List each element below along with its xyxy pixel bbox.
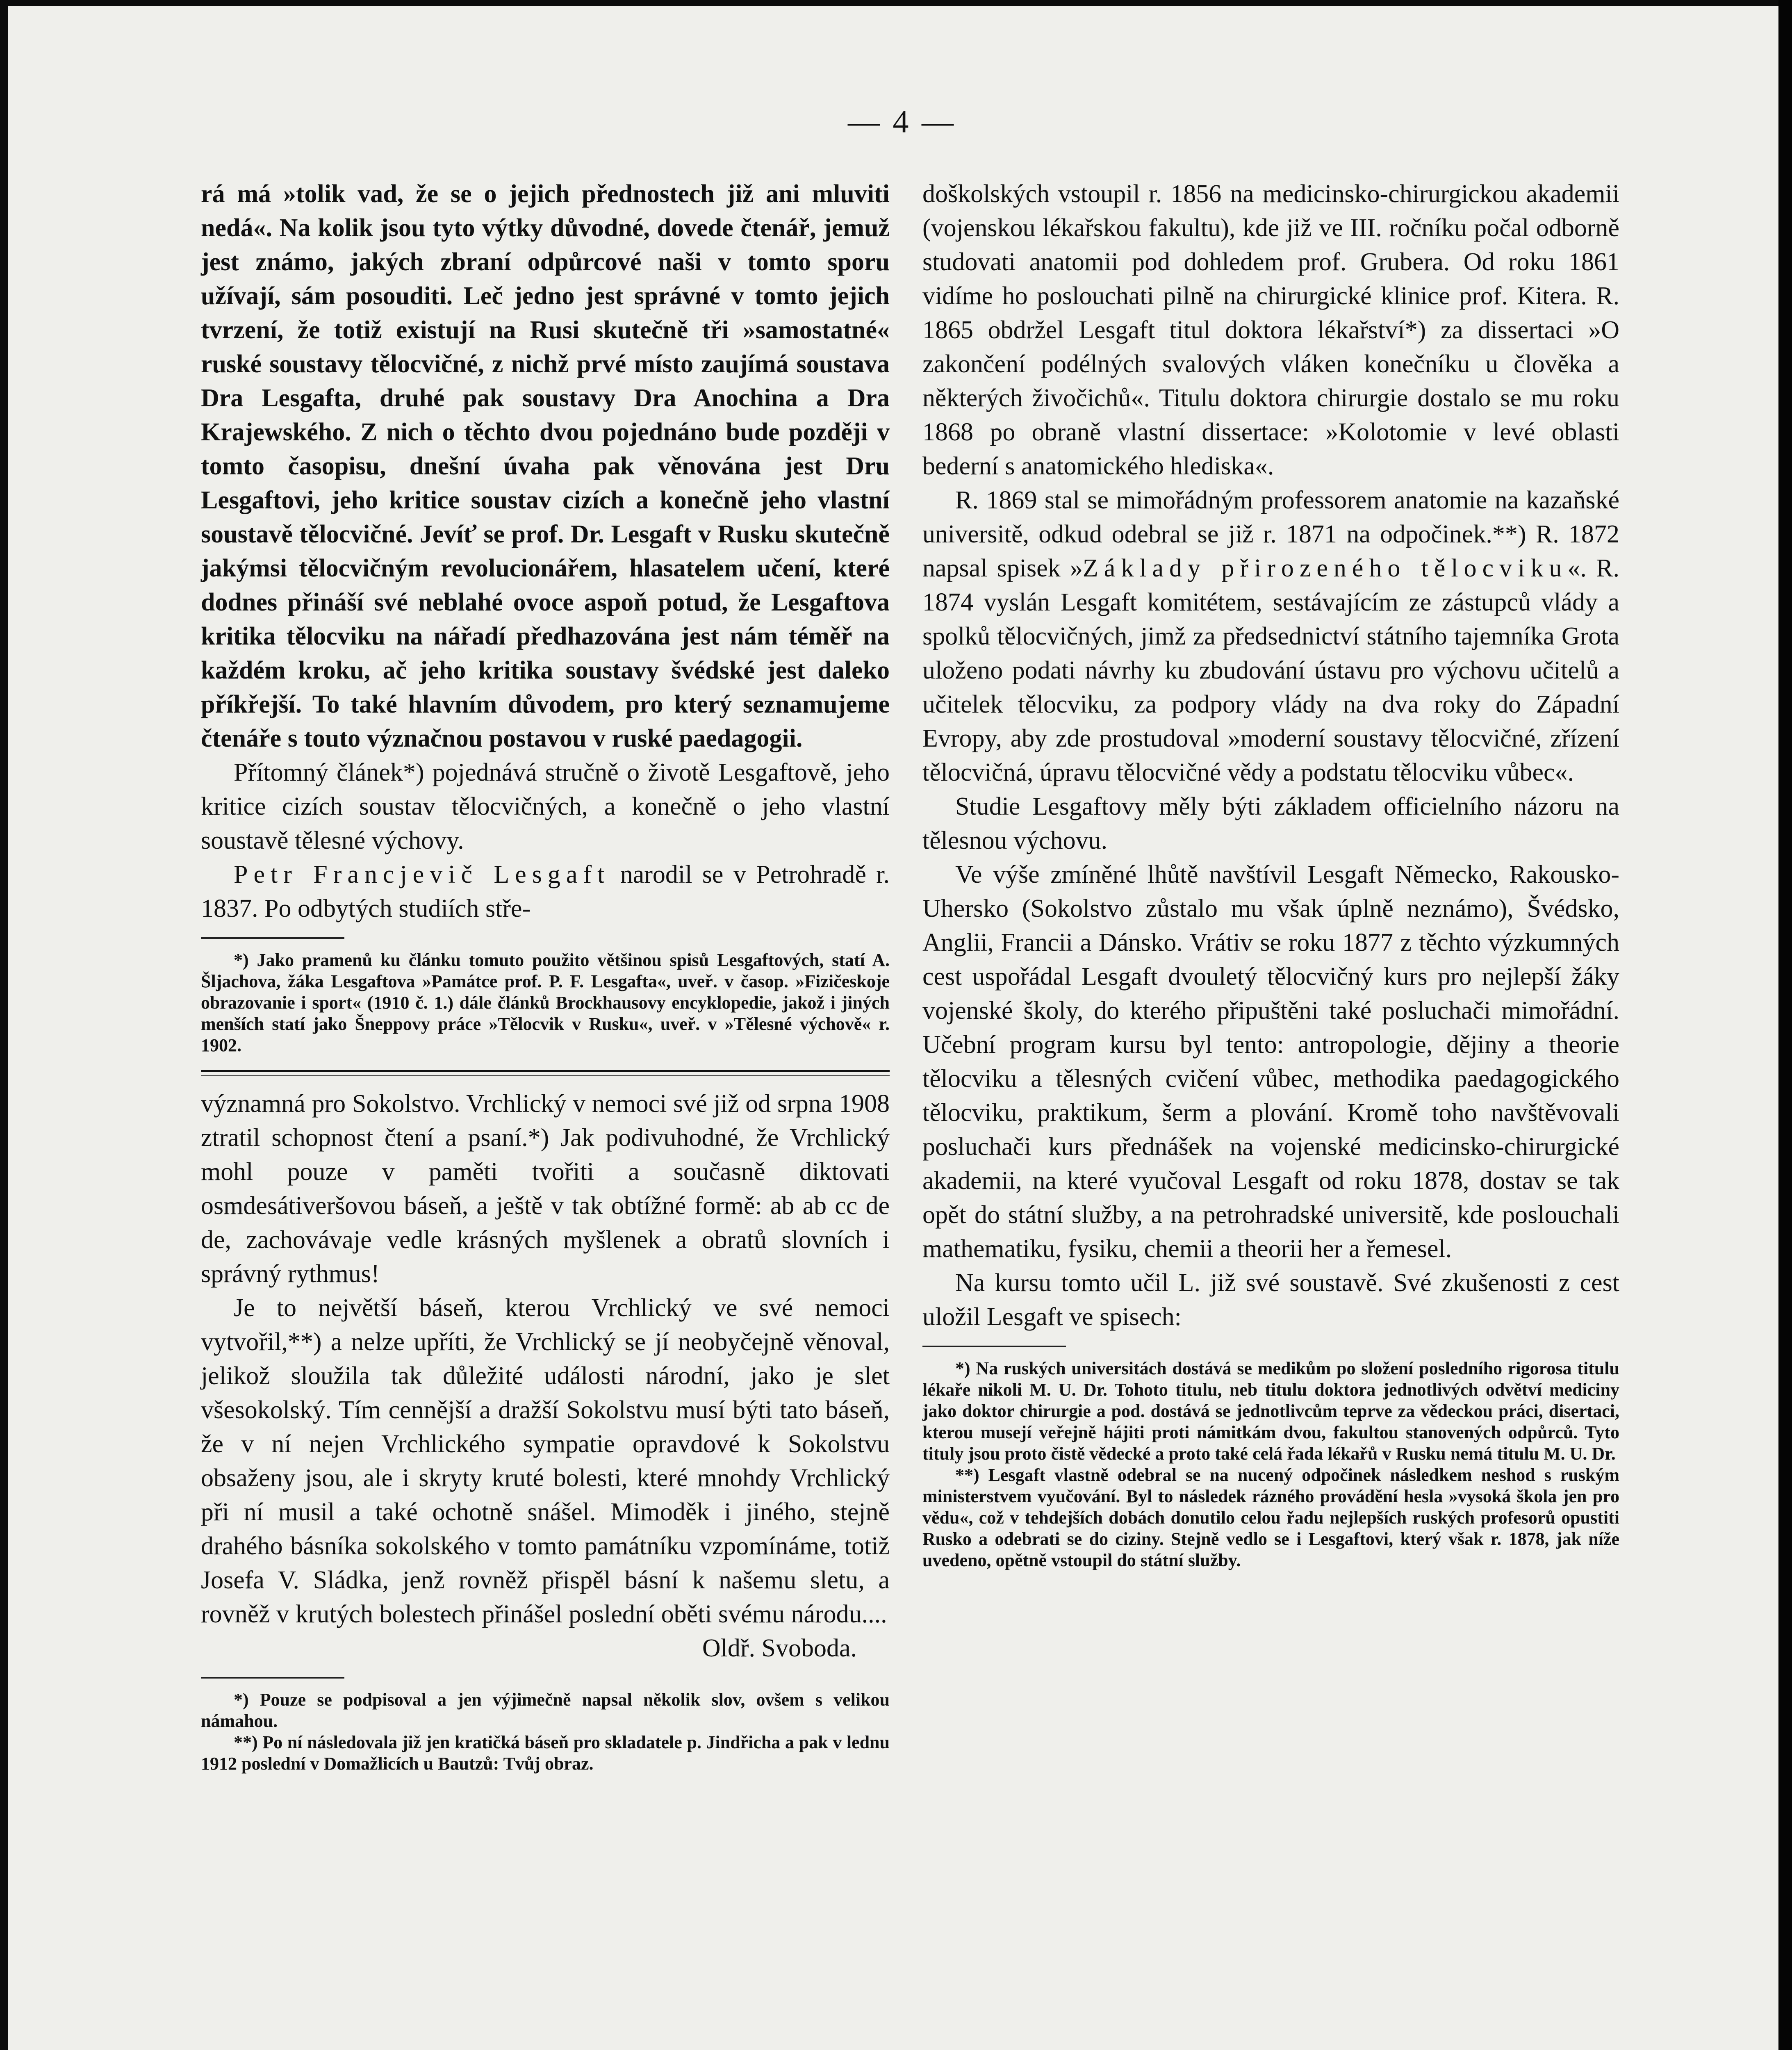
footnote-signature: *) Pouze se podpisoval a jen výjimečně napsal několik slov, ovšem s velikou námahou. bbox=[201, 1690, 890, 1731]
right-column bbox=[922, 177, 1619, 1571]
signature-line bbox=[201, 1631, 890, 1665]
left-column bbox=[201, 177, 890, 1774]
article-intro-paragraph: Přítomný článek*) pojednává stručně o životě Lesgaftově, jeho kritice cizích soustav tělocvičných, a konečně o jeho vlastní soustavě tělesné výchovy. bbox=[201, 758, 890, 854]
travels-paragraph: Ve výše zmíněné lhůtě navštívil Lesgaft Německo, Rakousko-Uhersko (Sokolstvo zůstalo mu však úplně neznámo), Švédsko, Anglii, Francii a Dánsko. Vrátiv se roku 1877 z těchto výzkumných cest uspořádal Lesgaft dvouletý tělocvičný kurs pro nejlepší žáky vojenské školy, do kterého připuštěni také posluchači mimořádní. Učební program kursu byl tento: antropologie, dějiny a theorie tělocviku a tělesných cvičení vůbec, methodika paedagogického tělocviku, praktikum, šerm a plování. Kromě toho navštěvovali posluchači kurs přednášek na vojenské medicinsko-chirurgické akademii, na které vyučoval Lesgaft od roku 1878, dostav se tak opět do státní služby, a na petrohradské universitě, kde poslouchali mathematiku, fysiku, chemii a theorii her a řemesel. bbox=[922, 861, 1619, 1263]
professorship-paragraph bbox=[922, 483, 1619, 790]
footnote-rule bbox=[922, 1346, 1066, 1347]
author-signature: Oldř. Svoboda. bbox=[702, 1634, 857, 1662]
professorship-text-end: «. R. 1874 vyslán Lesgaft komitétem, sestávajícím ze zástupců vlády a spolků tělocvičných, jimž za předsednictví státního tajemníka Grota uloženo podati návrhy ku zbudování ústavu pro výchovu učitelů a učitelek tělocviku, za podpory vlády na dva roky do Západní Evropy, aby zde prostudoval »moderní soustavy tělocvičné, zřízení tělocvičná, úpravu tělocvičné vědy a podstatu tělocviku vůbec«. bbox=[922, 554, 1619, 786]
studies-paragraph: doškolských vstoupil r. 1856 na medicinsko-chirurgickou akademii (vojenskou lékařskou fakultu), kde již ve III. ročníku počal odborně studovati anatomii pod dohledem prof. Grubera. Od roku 1861 vidíme ho poslouchati pilně na chirurgické klinice prof. Kitera. R. 1865 obdržel Lesgaft titul doktora lékařství*) za dissertaci »O zakončení podélných svalových vláken konečníku u člověka a některých živočichů«. Titulu doktora chirurgie dostalo se mu roku 1868 po obraně vlastní dissertace: »Kolotomie v levé oblasti bederní s anatomického hlediska«. bbox=[922, 180, 1619, 480]
footnote-sources: *) Jako pramenů ku článku tomuto použito většinou spisů Lesgaftových, statí A. Šljachova, žáka Lesgaftova »Památce prof. P. F. Lesgafta«, uveř. v časop. »Fizičeskoje obrazovanie i sport« (1910 č. 1.) dále článků Brockhausovy encyklopedie, jakož i jiných menších statí jako Šneppovy práce »Tělocvik v Rusku«, uveř. v »Tělesné výchově« r. 1902. bbox=[201, 950, 890, 1055]
poem-paragraph: Je to největší báseň, kterou Vrchlický ve své nemoci vytvořil,**) a nelze upříti, že Vrchlický se jí neobyčejně věnoval, jelikož sloužila tak důležité události národní, jako je slet všesokolský. Tím cennější a dražší Sokolstvu musí býti tato báseň, že v ní nejen Vrchlického sympatie opravdové k Sokolstvu obsaženy jsou, ale i skryty kruté bolesti, které mnohdy Vrchlický při ní musil a také ochotně snášel. Mimoděk i jiného, stejně drahého básníka sokolského v tomto památníku vzpomínáme, totiž Josefa V. Sládka, jenž rovněž přispěl básní k našemu sletu, a rovněž v krutých bolestech přinášel poslední oběti svému národu.... bbox=[201, 1294, 890, 1628]
lesgaft-full-name: Petr Francjevič Lesgaft bbox=[234, 861, 610, 888]
footnote-last-poem: **) Po ní následovala již jen kratičká báseň pro skladatele p. Jindřicha a pak v lednu 1912 poslední v Domažlicích u Bautzů: Tvůj obraz. bbox=[201, 1732, 890, 1774]
studies-official-paragraph: Studie Lesgaftovy měly býti základem officielního názoru na tělesnou výchovu. bbox=[922, 793, 1619, 854]
footnote-retirement: **) Lesgaft vlastně odebral se na nucený odpočinek následkem neshod s ruským ministerstvem vyučování. Byl to následek rázného provádění hesla »vysoká škola jen pro vědu«, což v tehdejších dobách donutilo celou řadu nejlepších ruských profesorů opustiti Rusko a odebrati se do ciziny. Stejně vedlo se i Lesgaftovi, který však r. 1878, jak níže uvedeno, opětně vstoupil do státní služby. bbox=[922, 1465, 1619, 1570]
vrchlicky-paragraph: významná pro Sokolstvo. Vrchlický v nemoci své již od srpna 1908 ztratil schopnost čtení a psaní.*) Jak podivuhodné, že Vrchlický mohl pouze v paměti tvořiti a současně diktovati osmdesátiveršovou báseň, a ještě v tak obtížné formě: ab ab cc de de, zachovávaje vedle krásných myšlenek a obratů slovních i správný rythmus! bbox=[201, 1090, 890, 1288]
scan-edge bbox=[1778, 0, 1792, 2050]
course-paragraph: Na kursu tomto učil L. již své soustavě. Své zkušenosti z cest uložil Lesgaft ve spisech: bbox=[922, 1269, 1619, 1331]
book-title: Základy přirozeného tělocviku bbox=[1082, 554, 1568, 582]
page-number: — 4 — bbox=[848, 104, 956, 139]
biography-start-paragraph bbox=[201, 858, 890, 926]
page-sheet bbox=[8, 6, 1778, 2050]
footnote-rule bbox=[201, 1677, 344, 1679]
professorship-text-start: R. 1869 stal se mimořádným professorem anatomie na kazaňské universitě, odkud odebral se již r. 1871 na odpočinek.**) R. 1872 napsal spisek » bbox=[922, 486, 1619, 582]
section-divider bbox=[201, 1070, 890, 1076]
footnote-rule bbox=[201, 937, 344, 939]
footnote-degrees: *) Na ruských universitách dostává se medikům po složení posledního rigorosa titulu lékaře nikoli M. U. Dr. Tohoto titulu, neb titulu doktora jednotlivých odvětví mediciny jako doktor chirurgie a pod. dostává se jednotlivcům teprve za vědeckou práci, disertaci, kterou musejí veřejně hájiti proti námitkám dvou, fakultou stanovených odpůrců. Tyto tituly jsou proto čistě vědecké a proto také celá řada lékařů v Rusku nemá titulu M. U. Dr. bbox=[922, 1358, 1619, 1464]
intro-paragraph: rá má »tolik vad, že se o jejich přednostech již ani mluviti nedá«. Na kolik jsou tyto výtky důvodné, dovede čtenář, jemuž jest známo, jakých zbraní odpůrcové naši v tomto sporu užívají, sám posouditi. Leč jedno jest správné v tomto jejich tvrzení, že totiž existují na Rusi skutečně tři »samostatné« ruské soustavy tělocvičné, z nichž prvé místo zaujímá soustava Dra Lesgafta, druhé pak soustavy Dra Anochina a Dra Krajewského. Z nich o těchto dvou pojednáno bude později v tomto časopisu, dnešní úvaha pak věnována jest Dru Lesgaftovi, jeho kritice soustav cizích a konečně jeho vlastní soustavě tělocvičné. Jevíť se prof. Dr. Lesgaft v Rusku skutečně jakýmsi tělocvičným revolucionářem, hlasatelem učení, které dodnes přináší své neblahé ovoce aspoň potud, že Lesgaftova kritika tělocviku na nářadí předhazována jest nám téměř na každém kroku, ač jeho kritika soustavy švédské jest daleko příkřejší. To také hlavním důvodem, pro který seznamujeme čtenáře s touto význačnou postavou v ruské paedagogii. bbox=[201, 180, 890, 752]
biography-start-text: narodil se v Petrohradě r. 1837. Po odbytých studiích stře- bbox=[201, 861, 890, 922]
